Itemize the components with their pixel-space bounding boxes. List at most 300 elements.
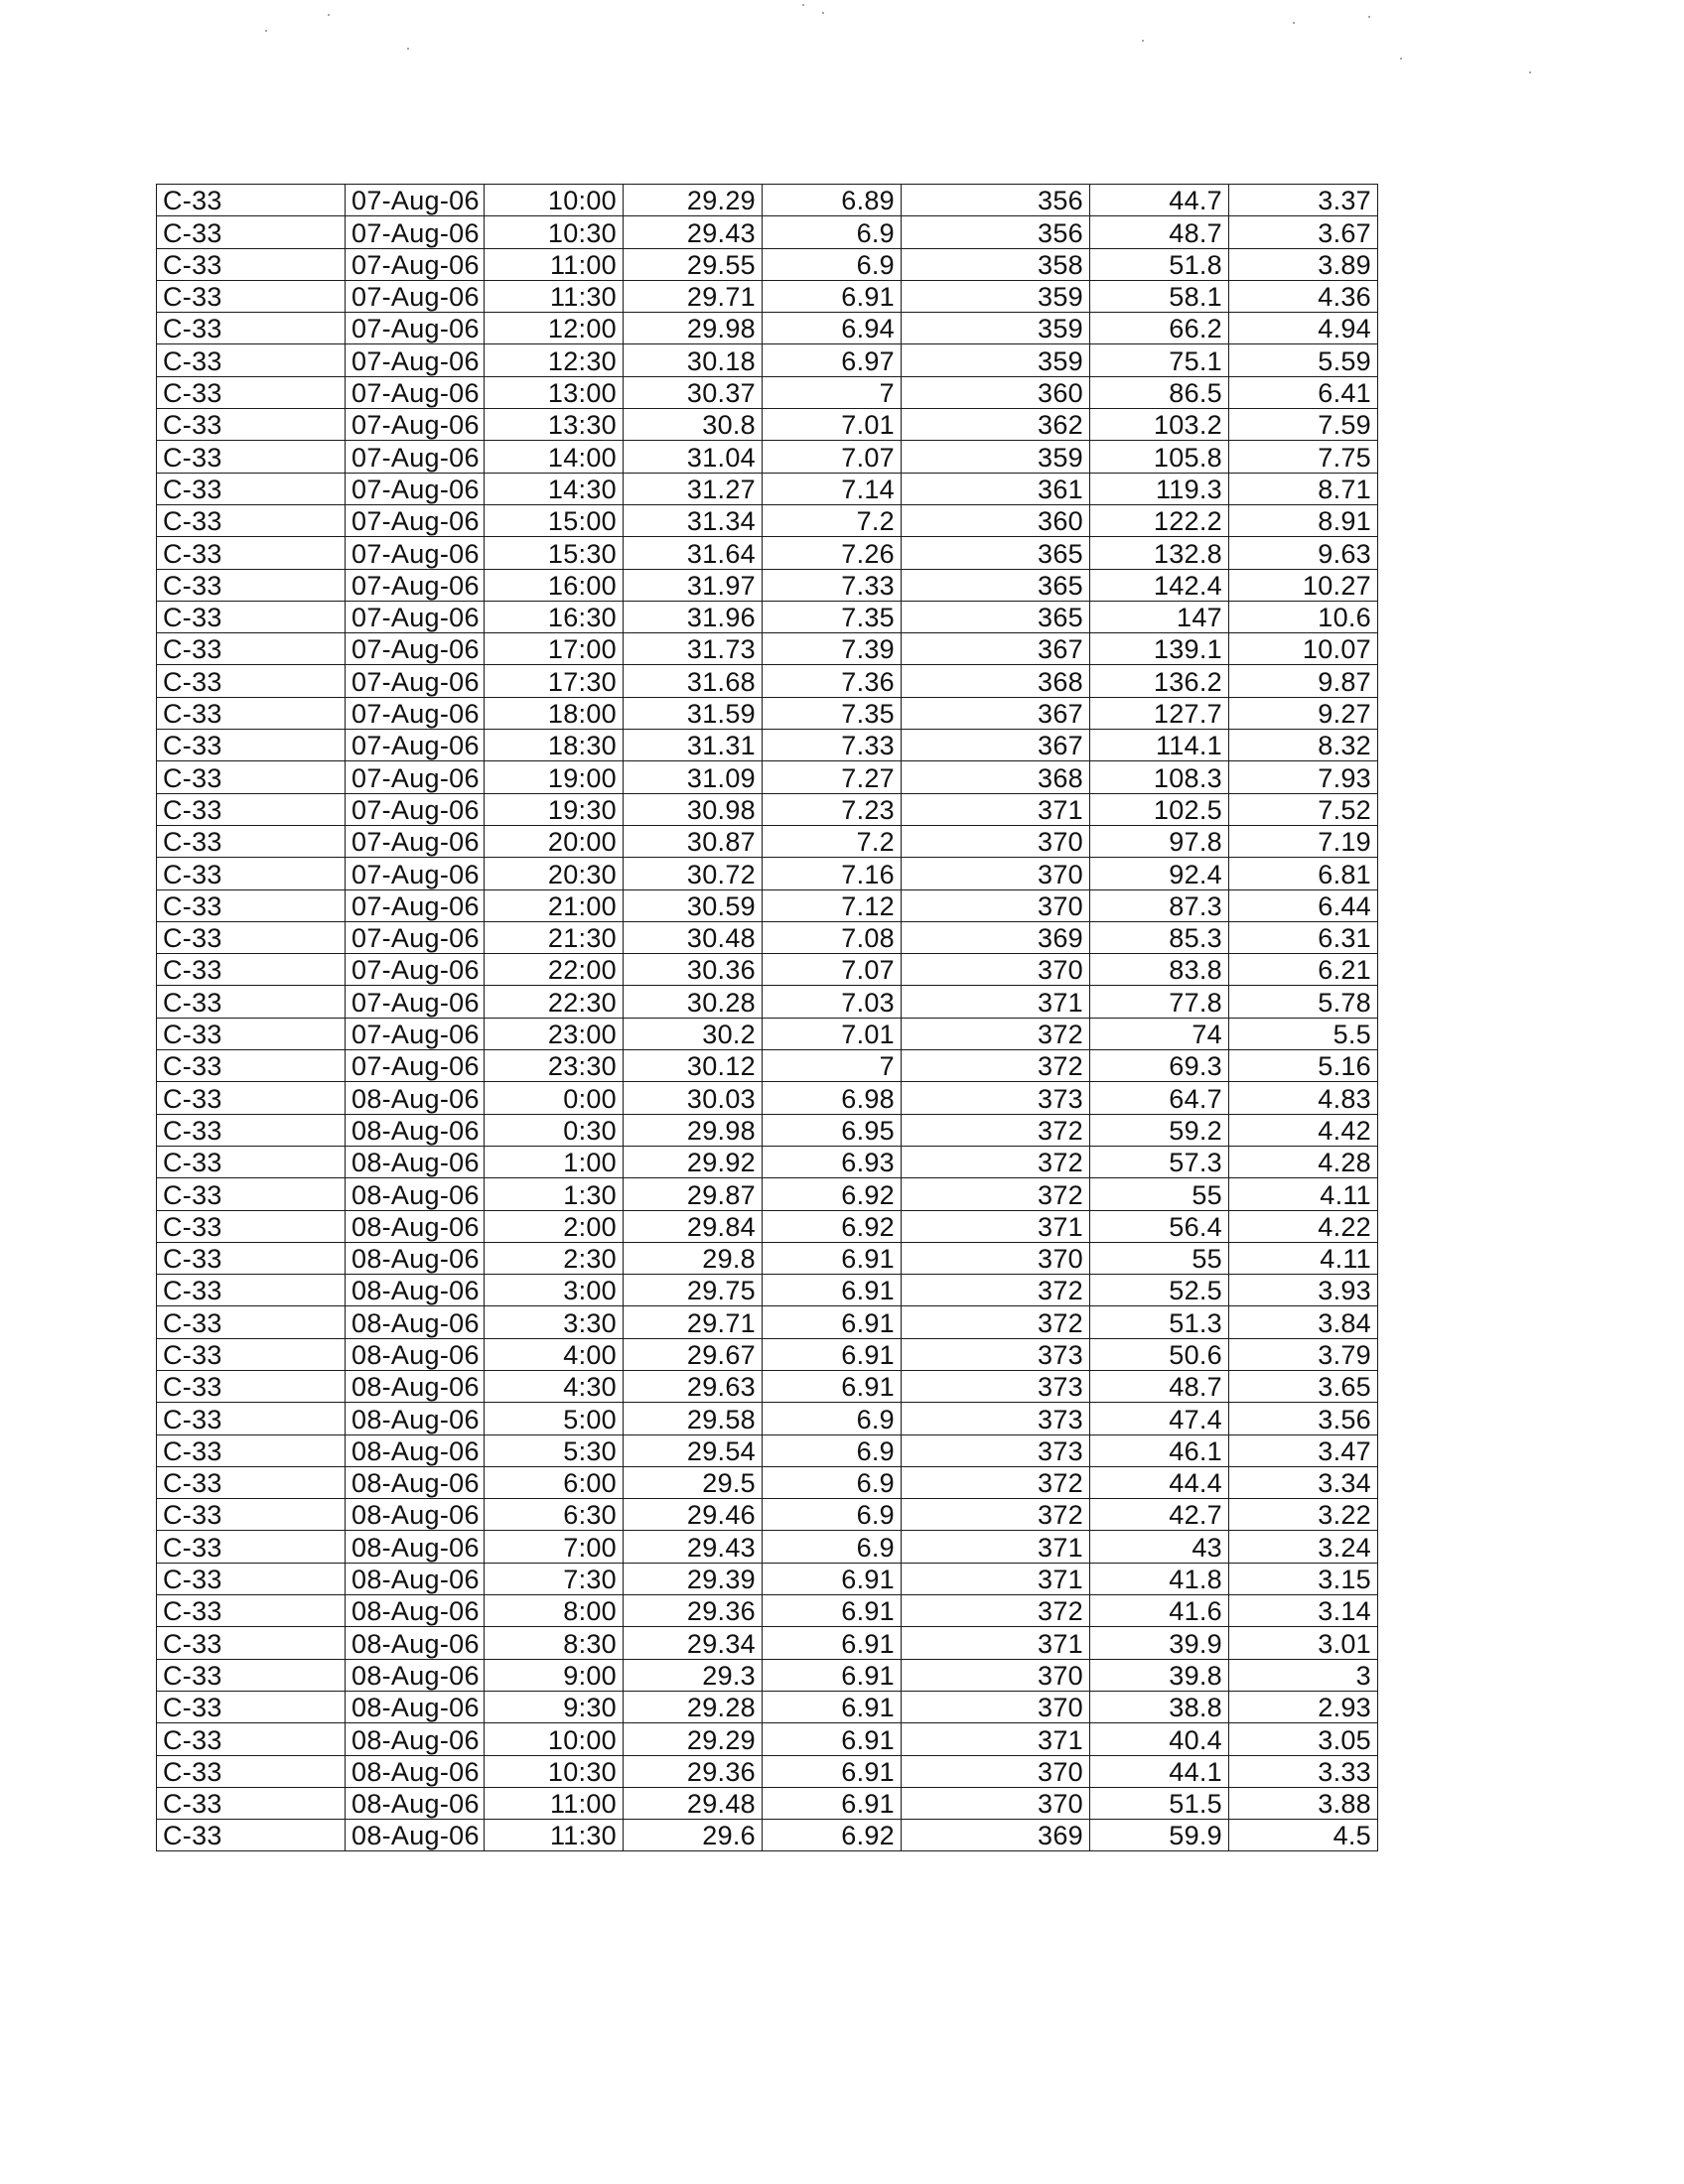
date-cell: 08-Aug-06	[346, 1466, 485, 1498]
date-cell: 08-Aug-06	[346, 1723, 485, 1755]
table-row	[157, 1275, 1378, 1306]
value4-cell: 127.7	[1090, 697, 1229, 729]
value2-cell: 6.97	[763, 344, 902, 376]
value3-cell: 372	[902, 1595, 1090, 1627]
value2-cell: 7.2	[763, 825, 902, 857]
time-cell: 9:00	[485, 1659, 624, 1691]
time-cell: 13:30	[485, 409, 624, 441]
value3-cell: 372	[902, 1275, 1090, 1306]
value1-cell: 29.71	[624, 280, 763, 312]
site-cell: C-33	[157, 280, 346, 312]
time-cell: 2:30	[485, 1242, 624, 1274]
time-cell: 19:00	[485, 761, 624, 793]
value3-cell: 367	[902, 697, 1090, 729]
time-cell: 16:00	[485, 569, 624, 601]
value1-cell: 30.48	[624, 921, 763, 953]
site-cell: C-33	[157, 954, 346, 986]
value4-cell: 44.1	[1090, 1755, 1229, 1787]
value1-cell: 31.96	[624, 601, 763, 632]
table-row	[157, 1723, 1378, 1755]
value5-cell: 6.81	[1229, 858, 1378, 889]
value4-cell: 51.5	[1090, 1787, 1229, 1819]
time-cell: 23:30	[485, 1050, 624, 1082]
date-cell: 08-Aug-06	[346, 1082, 485, 1114]
value3-cell: 370	[902, 954, 1090, 986]
value4-cell: 97.8	[1090, 825, 1229, 857]
value1-cell: 29.71	[624, 1306, 763, 1338]
site-cell: C-33	[157, 1403, 346, 1434]
site-cell: C-33	[157, 344, 346, 376]
value5-cell: 6.41	[1229, 376, 1378, 408]
time-cell: 9:30	[485, 1691, 624, 1722]
value5-cell: 4.5	[1229, 1820, 1378, 1851]
time-cell: 19:30	[485, 793, 624, 825]
date-cell: 07-Aug-06	[346, 858, 485, 889]
scan-speck	[1400, 58, 1402, 60]
table-row	[157, 441, 1378, 473]
time-cell: 22:30	[485, 986, 624, 1018]
table-row	[157, 1146, 1378, 1177]
value5-cell: 3.33	[1229, 1755, 1378, 1787]
value2-cell: 6.92	[763, 1178, 902, 1210]
value4-cell: 41.8	[1090, 1563, 1229, 1594]
value3-cell: 370	[902, 1659, 1090, 1691]
table-row	[157, 376, 1378, 408]
value5-cell: 4.11	[1229, 1178, 1378, 1210]
site-cell: C-33	[157, 1723, 346, 1755]
value2-cell: 6.91	[763, 1275, 902, 1306]
time-cell: 23:00	[485, 1018, 624, 1049]
time-cell: 6:30	[485, 1499, 624, 1531]
date-cell: 07-Aug-06	[346, 986, 485, 1018]
table-row	[157, 280, 1378, 312]
value3-cell: 372	[902, 1178, 1090, 1210]
time-cell: 1:30	[485, 1178, 624, 1210]
table-row	[157, 1370, 1378, 1402]
time-cell: 10:30	[485, 216, 624, 248]
table-row	[157, 858, 1378, 889]
value4-cell: 55	[1090, 1242, 1229, 1274]
value2-cell: 7.33	[763, 569, 902, 601]
table-row	[157, 730, 1378, 761]
time-cell: 1:00	[485, 1146, 624, 1177]
value1-cell: 30.36	[624, 954, 763, 986]
value3-cell: 370	[902, 825, 1090, 857]
value3-cell: 368	[902, 761, 1090, 793]
value5-cell: 2.93	[1229, 1691, 1378, 1722]
value4-cell: 48.7	[1090, 216, 1229, 248]
time-cell: 15:00	[485, 504, 624, 536]
value4-cell: 42.7	[1090, 1499, 1229, 1531]
date-cell: 07-Aug-06	[346, 248, 485, 280]
site-cell: C-33	[157, 376, 346, 408]
table-row	[157, 1178, 1378, 1210]
value2-cell: 6.9	[763, 248, 902, 280]
date-cell: 08-Aug-06	[346, 1275, 485, 1306]
value1-cell: 29.98	[624, 1114, 763, 1146]
date-cell: 07-Aug-06	[346, 504, 485, 536]
time-cell: 5:30	[485, 1434, 624, 1466]
time-cell: 11:00	[485, 1787, 624, 1819]
value1-cell: 29.92	[624, 1146, 763, 1177]
table-row	[157, 633, 1378, 665]
value2-cell: 7.03	[763, 986, 902, 1018]
value5-cell: 4.22	[1229, 1210, 1378, 1242]
value3-cell: 371	[902, 793, 1090, 825]
value1-cell: 30.03	[624, 1082, 763, 1114]
measurement-table	[156, 184, 1378, 1851]
value3-cell: 371	[902, 1723, 1090, 1755]
table-row	[157, 665, 1378, 697]
scan-speck	[407, 48, 409, 50]
value1-cell: 31.34	[624, 504, 763, 536]
value4-cell: 52.5	[1090, 1275, 1229, 1306]
value4-cell: 147	[1090, 601, 1229, 632]
value3-cell: 368	[902, 665, 1090, 697]
scan-speck	[1293, 22, 1295, 24]
date-cell: 07-Aug-06	[346, 730, 485, 761]
value2-cell: 7.26	[763, 537, 902, 569]
date-cell: 08-Aug-06	[346, 1370, 485, 1402]
time-cell: 2:00	[485, 1210, 624, 1242]
time-cell: 7:30	[485, 1563, 624, 1594]
time-cell: 8:30	[485, 1627, 624, 1659]
scan-speck	[265, 30, 267, 32]
value3-cell: 371	[902, 986, 1090, 1018]
table-row	[157, 248, 1378, 280]
value1-cell: 30.72	[624, 858, 763, 889]
value3-cell: 356	[902, 216, 1090, 248]
value2-cell: 6.91	[763, 1627, 902, 1659]
value4-cell: 136.2	[1090, 665, 1229, 697]
site-cell: C-33	[157, 1531, 346, 1563]
value5-cell: 7.59	[1229, 409, 1378, 441]
value1-cell: 30.87	[624, 825, 763, 857]
value1-cell: 29.84	[624, 1210, 763, 1242]
site-cell: C-33	[157, 1018, 346, 1049]
value4-cell: 66.2	[1090, 313, 1229, 344]
value2-cell: 7.14	[763, 473, 902, 504]
date-cell: 07-Aug-06	[346, 185, 485, 216]
time-cell: 14:30	[485, 473, 624, 504]
date-cell: 07-Aug-06	[346, 216, 485, 248]
value4-cell: 59.9	[1090, 1820, 1229, 1851]
value2-cell: 7.01	[763, 1018, 902, 1049]
value3-cell: 371	[902, 1627, 1090, 1659]
site-cell: C-33	[157, 473, 346, 504]
value3-cell: 369	[902, 921, 1090, 953]
site-cell: C-33	[157, 1755, 346, 1787]
table-row	[157, 1563, 1378, 1594]
value1-cell: 30.8	[624, 409, 763, 441]
value5-cell: 3.34	[1229, 1466, 1378, 1498]
table-row	[157, 1595, 1378, 1627]
date-cell: 07-Aug-06	[346, 665, 485, 697]
site-cell: C-33	[157, 858, 346, 889]
value5-cell: 3.37	[1229, 185, 1378, 216]
value2-cell: 6.95	[763, 1114, 902, 1146]
table-row	[157, 473, 1378, 504]
value3-cell: 359	[902, 280, 1090, 312]
time-cell: 0:30	[485, 1114, 624, 1146]
value2-cell: 7.16	[763, 858, 902, 889]
time-cell: 5:00	[485, 1403, 624, 1434]
value5-cell: 3.56	[1229, 1403, 1378, 1434]
value5-cell: 10.6	[1229, 601, 1378, 632]
scan-speck	[1368, 16, 1370, 18]
date-cell: 08-Aug-06	[346, 1210, 485, 1242]
value5-cell: 3.67	[1229, 216, 1378, 248]
value5-cell: 8.91	[1229, 504, 1378, 536]
date-cell: 08-Aug-06	[346, 1178, 485, 1210]
value3-cell: 360	[902, 504, 1090, 536]
time-cell: 12:30	[485, 344, 624, 376]
value4-cell: 102.5	[1090, 793, 1229, 825]
site-cell: C-33	[157, 601, 346, 632]
value1-cell: 31.09	[624, 761, 763, 793]
site-cell: C-33	[157, 633, 346, 665]
value1-cell: 29.63	[624, 1370, 763, 1402]
value4-cell: 139.1	[1090, 633, 1229, 665]
value1-cell: 30.59	[624, 889, 763, 921]
date-cell: 08-Aug-06	[346, 1434, 485, 1466]
table-row	[157, 1787, 1378, 1819]
value1-cell: 29.28	[624, 1691, 763, 1722]
site-cell: C-33	[157, 313, 346, 344]
date-cell: 08-Aug-06	[346, 1306, 485, 1338]
value1-cell: 31.59	[624, 697, 763, 729]
table-row	[157, 504, 1378, 536]
table-row	[157, 921, 1378, 953]
value3-cell: 371	[902, 1210, 1090, 1242]
date-cell: 07-Aug-06	[346, 473, 485, 504]
date-cell: 07-Aug-06	[346, 344, 485, 376]
value2-cell: 6.91	[763, 1787, 902, 1819]
value4-cell: 114.1	[1090, 730, 1229, 761]
table-row	[157, 825, 1378, 857]
time-cell: 11:00	[485, 248, 624, 280]
value5-cell: 4.36	[1229, 280, 1378, 312]
value3-cell: 370	[902, 1787, 1090, 1819]
time-cell: 15:30	[485, 537, 624, 569]
site-cell: C-33	[157, 504, 346, 536]
site-cell: C-33	[157, 1210, 346, 1242]
table-row	[157, 1659, 1378, 1691]
value5-cell: 7.19	[1229, 825, 1378, 857]
value1-cell: 29.34	[624, 1627, 763, 1659]
value3-cell: 372	[902, 1499, 1090, 1531]
table-row	[157, 1210, 1378, 1242]
value5-cell: 3.84	[1229, 1306, 1378, 1338]
table-row	[157, 1691, 1378, 1722]
site-cell: C-33	[157, 248, 346, 280]
value4-cell: 57.3	[1090, 1146, 1229, 1177]
table-row	[157, 409, 1378, 441]
value2-cell: 6.9	[763, 216, 902, 248]
value1-cell: 31.73	[624, 633, 763, 665]
table-row	[157, 216, 1378, 248]
table-row	[157, 1050, 1378, 1082]
value5-cell: 5.5	[1229, 1018, 1378, 1049]
value1-cell: 31.68	[624, 665, 763, 697]
site-cell: C-33	[157, 1370, 346, 1402]
value2-cell: 7.08	[763, 921, 902, 953]
date-cell: 07-Aug-06	[346, 825, 485, 857]
value1-cell: 30.98	[624, 793, 763, 825]
date-cell: 07-Aug-06	[346, 697, 485, 729]
date-cell: 07-Aug-06	[346, 601, 485, 632]
value3-cell: 371	[902, 1531, 1090, 1563]
time-cell: 11:30	[485, 1820, 624, 1851]
site-cell: C-33	[157, 697, 346, 729]
time-cell: 4:30	[485, 1370, 624, 1402]
site-cell: C-33	[157, 537, 346, 569]
value5-cell: 7.93	[1229, 761, 1378, 793]
date-cell: 07-Aug-06	[346, 569, 485, 601]
value5-cell: 3.22	[1229, 1499, 1378, 1531]
value3-cell: 360	[902, 376, 1090, 408]
value2-cell: 6.9	[763, 1531, 902, 1563]
value1-cell: 29.48	[624, 1787, 763, 1819]
value5-cell: 8.32	[1229, 730, 1378, 761]
time-cell: 20:30	[485, 858, 624, 889]
table-row	[157, 1018, 1378, 1049]
table-row	[157, 601, 1378, 632]
value4-cell: 75.1	[1090, 344, 1229, 376]
site-cell: C-33	[157, 1338, 346, 1370]
value5-cell: 4.94	[1229, 313, 1378, 344]
value5-cell: 8.71	[1229, 473, 1378, 504]
value4-cell: 39.9	[1090, 1627, 1229, 1659]
site-cell: C-33	[157, 1082, 346, 1114]
site-cell: C-33	[157, 1691, 346, 1722]
table-body	[157, 185, 1378, 1851]
value5-cell: 7.52	[1229, 793, 1378, 825]
value4-cell: 59.2	[1090, 1114, 1229, 1146]
value3-cell: 370	[902, 1691, 1090, 1722]
value1-cell: 30.37	[624, 376, 763, 408]
value2-cell: 6.9	[763, 1466, 902, 1498]
table-row	[157, 1082, 1378, 1114]
value1-cell: 29.29	[624, 1723, 763, 1755]
time-cell: 21:30	[485, 921, 624, 953]
time-cell: 11:30	[485, 280, 624, 312]
time-cell: 16:30	[485, 601, 624, 632]
value4-cell: 44.7	[1090, 185, 1229, 216]
scan-speck	[802, 4, 804, 6]
value5-cell: 4.11	[1229, 1242, 1378, 1274]
time-cell: 20:00	[485, 825, 624, 857]
value1-cell: 29.36	[624, 1755, 763, 1787]
time-cell: 3:30	[485, 1306, 624, 1338]
value2-cell: 6.91	[763, 1595, 902, 1627]
site-cell: C-33	[157, 441, 346, 473]
value3-cell: 359	[902, 313, 1090, 344]
value2-cell: 6.91	[763, 1659, 902, 1691]
time-cell: 10:00	[485, 185, 624, 216]
value2-cell: 6.94	[763, 313, 902, 344]
table-row	[157, 1242, 1378, 1274]
time-cell: 3:00	[485, 1275, 624, 1306]
value1-cell: 29.29	[624, 185, 763, 216]
value5-cell: 4.42	[1229, 1114, 1378, 1146]
value3-cell: 373	[902, 1370, 1090, 1402]
value3-cell: 373	[902, 1082, 1090, 1114]
table-row	[157, 569, 1378, 601]
value4-cell: 122.2	[1090, 504, 1229, 536]
value1-cell: 29.46	[624, 1499, 763, 1531]
value5-cell: 6.31	[1229, 921, 1378, 953]
table-row	[157, 1114, 1378, 1146]
time-cell: 0:00	[485, 1082, 624, 1114]
value3-cell: 373	[902, 1338, 1090, 1370]
value3-cell: 359	[902, 344, 1090, 376]
value3-cell: 365	[902, 569, 1090, 601]
value5-cell: 3.47	[1229, 1434, 1378, 1466]
value5-cell: 9.27	[1229, 697, 1378, 729]
value2-cell: 7.2	[763, 504, 902, 536]
value3-cell: 372	[902, 1466, 1090, 1498]
value1-cell: 29.67	[624, 1338, 763, 1370]
value3-cell: 369	[902, 1820, 1090, 1851]
table-row	[157, 986, 1378, 1018]
date-cell: 07-Aug-06	[346, 313, 485, 344]
table-row	[157, 793, 1378, 825]
value2-cell: 6.93	[763, 1146, 902, 1177]
value3-cell: 372	[902, 1146, 1090, 1177]
table-row	[157, 1403, 1378, 1434]
value3-cell: 359	[902, 441, 1090, 473]
site-cell: C-33	[157, 1306, 346, 1338]
value4-cell: 50.6	[1090, 1338, 1229, 1370]
value1-cell: 29.5	[624, 1466, 763, 1498]
time-cell: 13:00	[485, 376, 624, 408]
site-cell: C-33	[157, 1466, 346, 1498]
time-cell: 10:00	[485, 1723, 624, 1755]
site-cell: C-33	[157, 1563, 346, 1594]
value2-cell: 7.01	[763, 409, 902, 441]
value5-cell: 10.07	[1229, 633, 1378, 665]
value3-cell: 362	[902, 409, 1090, 441]
date-cell: 07-Aug-06	[346, 954, 485, 986]
date-cell: 08-Aug-06	[346, 1531, 485, 1563]
site-cell: C-33	[157, 1499, 346, 1531]
site-cell: C-33	[157, 793, 346, 825]
date-cell: 07-Aug-06	[346, 921, 485, 953]
value2-cell: 7.07	[763, 441, 902, 473]
value1-cell: 31.27	[624, 473, 763, 504]
date-cell: 08-Aug-06	[346, 1563, 485, 1594]
site-cell: C-33	[157, 569, 346, 601]
site-cell: C-33	[157, 1146, 346, 1177]
value1-cell: 30.2	[624, 1018, 763, 1049]
value1-cell: 31.97	[624, 569, 763, 601]
value5-cell: 3.88	[1229, 1787, 1378, 1819]
site-cell: C-33	[157, 1820, 346, 1851]
value4-cell: 55	[1090, 1178, 1229, 1210]
value4-cell: 103.2	[1090, 409, 1229, 441]
date-cell: 08-Aug-06	[346, 1338, 485, 1370]
time-cell: 21:00	[485, 889, 624, 921]
table-row	[157, 1820, 1378, 1851]
value4-cell: 46.1	[1090, 1434, 1229, 1466]
date-cell: 08-Aug-06	[346, 1595, 485, 1627]
time-cell: 10:30	[485, 1755, 624, 1787]
value5-cell: 5.78	[1229, 986, 1378, 1018]
value4-cell: 132.8	[1090, 537, 1229, 569]
value1-cell: 29.8	[624, 1242, 763, 1274]
value4-cell: 43	[1090, 1531, 1229, 1563]
